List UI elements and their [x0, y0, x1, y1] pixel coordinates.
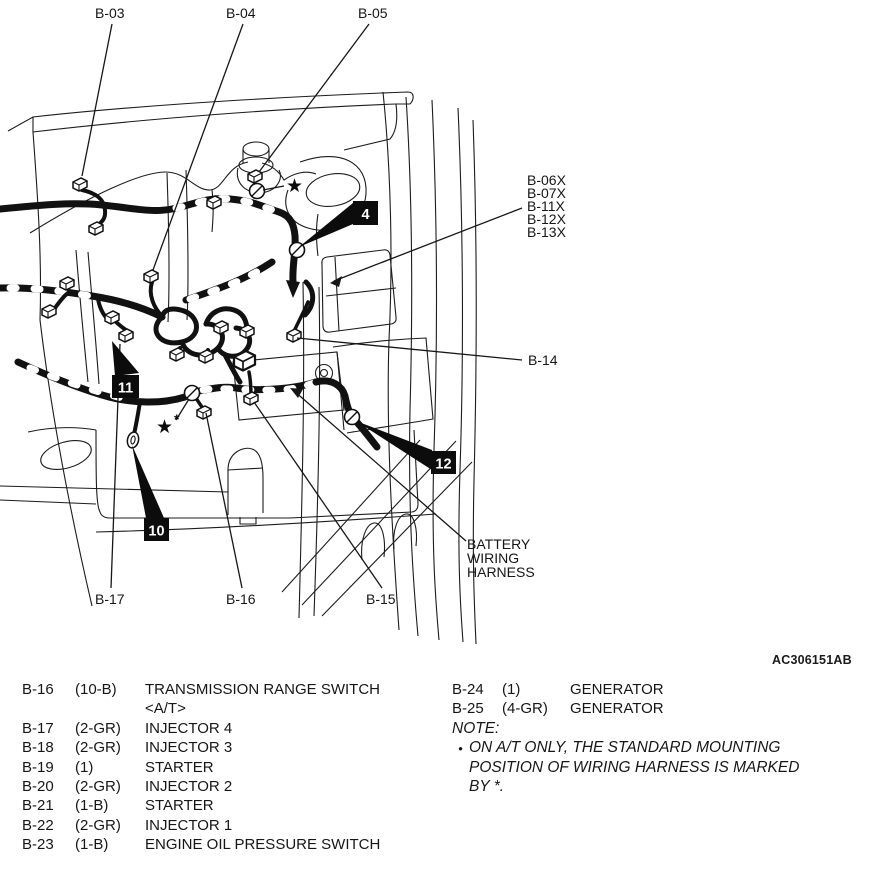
bullet-dot: •	[458, 741, 463, 757]
leader-b03	[82, 24, 112, 176]
connector-legend-left	[22, 680, 442, 855]
legend-code: B-24	[452, 681, 484, 698]
battery-harness-label-1: BATTERY	[467, 536, 531, 552]
legend-row	[22, 719, 442, 738]
figure-code: AC306151AB	[772, 653, 852, 667]
legend-right-rows	[452, 680, 852, 719]
legend-row	[22, 680, 442, 719]
callout-b05: B-05	[358, 5, 388, 21]
legend-row	[22, 758, 442, 777]
connector-legend-right	[452, 680, 852, 796]
leader-b14	[297, 338, 522, 360]
connector-icon	[214, 321, 228, 334]
legend-code: B-19	[22, 758, 54, 776]
legend-name: INJECTOR 3	[145, 739, 233, 757]
note-bullet	[452, 738, 852, 796]
connector-icon	[287, 329, 301, 342]
callout-b04: B-04	[226, 5, 256, 21]
legend-name: STARTER	[145, 797, 214, 815]
legend-code: B-25	[452, 700, 484, 718]
battery-harness-label-3: HARNESS	[467, 564, 535, 580]
callout-b16: B-16	[226, 591, 256, 607]
legend-row	[22, 796, 442, 815]
legend-code: B-21	[22, 797, 54, 815]
callout-b13x: B-13X	[527, 224, 566, 240]
connector-icon	[170, 348, 184, 361]
legend-row	[452, 680, 852, 699]
star-mount-mark: ★	[286, 176, 304, 197]
marker-12-label: 12	[435, 456, 452, 473]
note-title: NOTE:	[452, 719, 500, 737]
callout-b06x: B-06X	[527, 172, 566, 188]
legend-name: INJECTOR 4	[145, 719, 233, 737]
legend-code: B-16	[22, 681, 54, 698]
marker-10-label: 10	[148, 523, 165, 540]
callout-b07x: B-07X	[527, 185, 566, 201]
legend-name: GENERATOR	[570, 681, 664, 698]
note-text	[469, 738, 799, 796]
legend-name: GENERATOR	[570, 700, 664, 718]
grommet-icon	[345, 410, 360, 425]
star-mount-mark-2: ★	[156, 417, 174, 438]
callout-b14: B-14	[528, 352, 558, 368]
round-connector-icon	[126, 431, 140, 449]
connector-icon	[199, 350, 213, 363]
callout-b17: B-17	[95, 591, 125, 607]
legend-name: INJECTOR 1	[145, 816, 233, 834]
legend-row	[22, 816, 442, 835]
connector-icon	[144, 270, 158, 283]
marker-4-label: 4	[361, 207, 370, 223]
leader-b16	[206, 413, 242, 588]
legend-code: B-22	[22, 816, 54, 834]
legend-gauge: (4-GR)	[502, 700, 548, 718]
connector-icon	[89, 222, 103, 235]
legend-code: B-20	[22, 778, 54, 796]
callout-b11x: B-11X	[527, 198, 565, 214]
legend-gauge: (1)	[75, 758, 94, 776]
note	[452, 719, 852, 797]
connector-icon	[244, 392, 258, 405]
legend-row	[22, 738, 442, 757]
connector-icon	[42, 305, 56, 318]
callout-b03: B-03	[95, 5, 125, 21]
note-line: ON A/T ONLY, THE STANDARD MOUNTING	[469, 739, 781, 757]
legend-code: B-23	[22, 836, 54, 854]
wiring-harness-lines	[0, 190, 377, 447]
wedge-12	[356, 421, 432, 470]
connector-icon	[60, 277, 74, 290]
grommet-icon	[185, 386, 200, 401]
leader-star1	[263, 186, 284, 190]
legend-name: TRANSMISSION RANGE SWITCH <A/T>	[145, 681, 381, 718]
legend-name: INJECTOR 2	[145, 778, 233, 796]
grommet-icon	[250, 184, 265, 199]
legend-gauge: (1-B)	[75, 797, 109, 815]
star-asterisk: *	[174, 411, 180, 427]
legend-code: B-17	[22, 719, 54, 737]
legend-gauge: (1)	[502, 681, 521, 698]
battery-harness-label-2: WIRING	[467, 550, 520, 566]
legend-gauge: (2-GR)	[75, 719, 121, 737]
legend-name: ENGINE OIL PRESSURE SWITCH	[145, 836, 381, 854]
leader-b04	[153, 24, 243, 270]
legend-gauge: (2-GR)	[75, 739, 121, 757]
legend-gauge: (10-B)	[75, 681, 117, 698]
legend-gauge: (2-GR)	[75, 816, 121, 834]
note-line: POSITION OF WIRING HARNESS IS MARKED	[469, 758, 800, 776]
connector-icon	[248, 170, 262, 183]
legend-row	[22, 835, 442, 854]
callout-b12x: B-12X	[527, 211, 566, 227]
connector-icon	[119, 329, 133, 342]
legend-code: B-18	[22, 739, 54, 757]
legend-gauge: (2-GR)	[75, 778, 121, 796]
marker-11-label: 11	[117, 380, 134, 397]
harness-end-arrow	[286, 280, 300, 298]
legend-name: STARTER	[145, 758, 214, 776]
wedge-4	[299, 203, 353, 247]
wedge-11	[112, 341, 139, 376]
legend-row	[452, 699, 852, 718]
note-line: BY *.	[469, 778, 505, 796]
connector-icon	[197, 406, 211, 419]
legend-row	[22, 777, 442, 796]
legend-gauge: (1-B)	[75, 836, 109, 854]
wedge-10	[132, 445, 164, 518]
callout-b15: B-15	[366, 591, 396, 607]
